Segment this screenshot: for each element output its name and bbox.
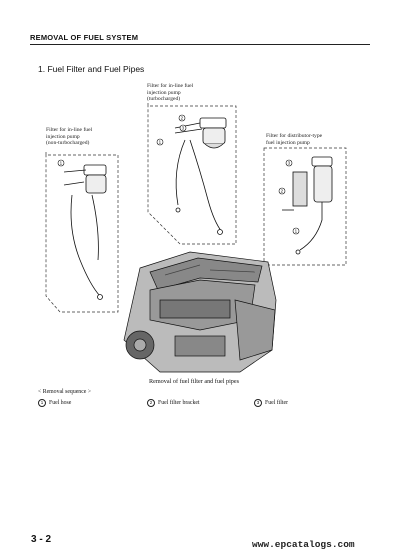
distributor-box [264,148,346,265]
nonturbo-filter-assembly [64,165,106,300]
sequence-label: Fuel filter [265,400,289,406]
svg-text:1: 1 [158,139,162,145]
page-header-title: REMOVAL OF FUEL SYSTEM [30,33,139,42]
svg-text:3: 3 [181,125,185,131]
sequence-number: 2 [147,399,155,407]
section-title: 1. Fuel Filter and Fuel Pipes [38,64,145,74]
svg-text:2: 2 [180,115,184,121]
sequence-item-fuel-filter-bracket [147,399,200,407]
label-distributor-filter: Filter for distributor-type fuel injection pump [266,133,323,146]
sequence-label: Fuel filter bracket [158,400,200,406]
sequence-number: 1 [38,399,46,407]
svg-text:2: 2 [280,188,284,194]
turbo-filter-assembly [175,115,226,235]
svg-text:1: 1 [59,160,63,166]
svg-text:1: 1 [294,228,298,234]
sequence-label: Fuel hose [49,400,72,406]
sequence-number: 3 [254,399,262,407]
label-non-turbocharged-filter: Filter for in-line fuel injection pump (non-turbocharged) [46,127,93,147]
nonturbo-callouts [58,160,64,166]
removal-sequence-heading: < Removal sequence > [38,389,92,395]
turbo-callouts [157,115,186,145]
distributor-filter-assembly [282,157,332,254]
nonturbo-box [46,152,118,312]
figure-caption: Removal of fuel filter and fuel pipes [149,378,240,385]
sequence-item-fuel-hose [38,399,71,407]
engine-illustration [124,252,276,372]
watermark: www.epcatalogs.com [252,539,355,550]
label-turbocharged-filter: Filter for in-line fuel injection pump (turbocharged) [147,83,194,103]
sequence-item-fuel-filter [254,399,288,407]
svg-text:3: 3 [287,160,291,166]
page-number: 3 - 2 [31,534,52,545]
